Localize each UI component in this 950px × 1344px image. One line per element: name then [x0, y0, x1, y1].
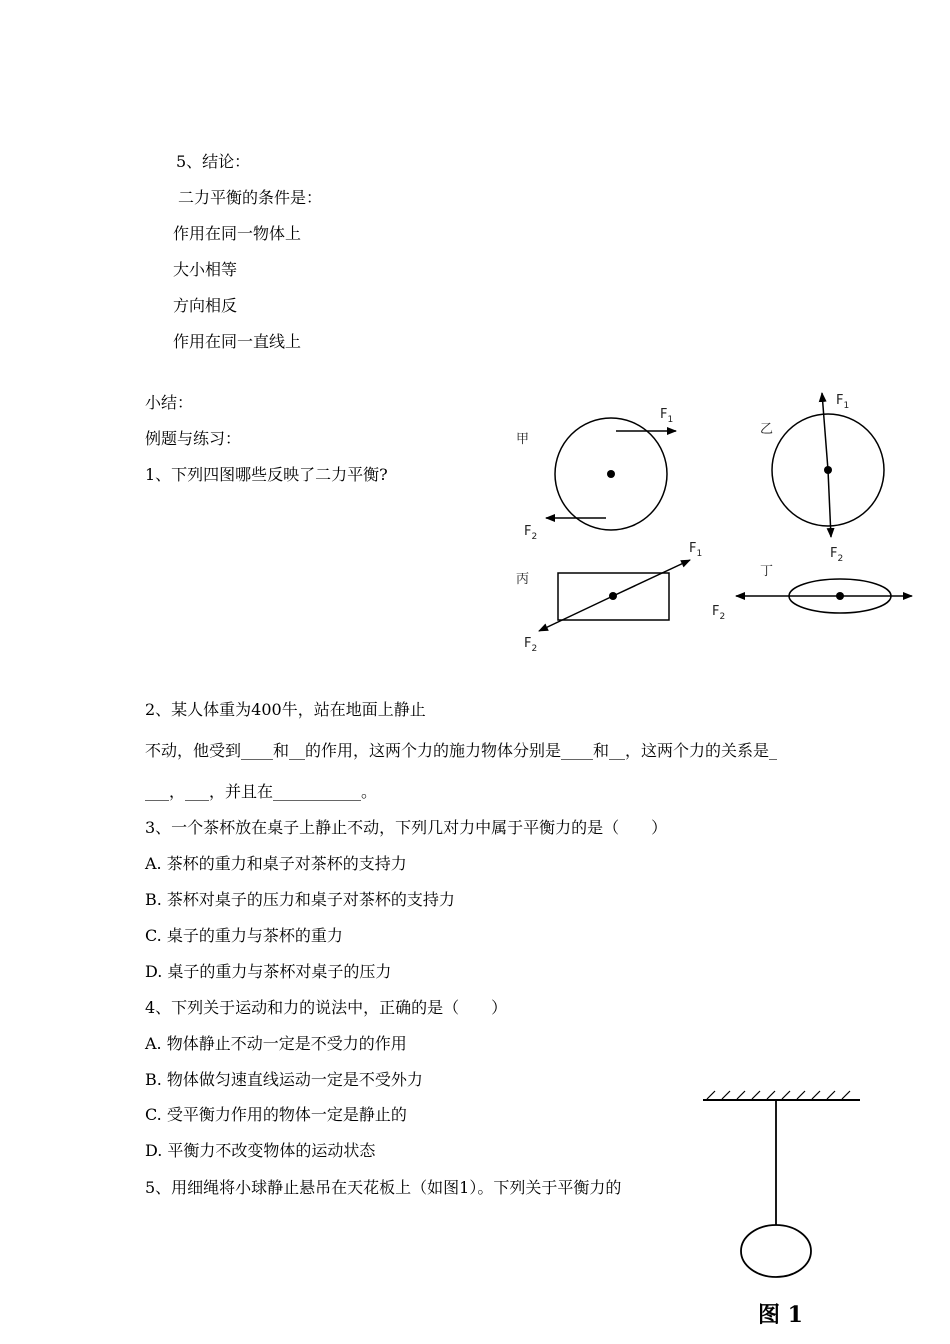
- q4-option-d: D. 平衡力不改变物体的运动状态: [145, 1141, 376, 1160]
- label-jia: 甲: [516, 432, 530, 447]
- point-jia: [607, 470, 615, 478]
- conclusion-heading: 5、结论：: [176, 152, 251, 171]
- arrow-f2-bing: [539, 596, 613, 631]
- question-4-stem: 4、下列关于运动和力的说法中，正确的是（ ）: [145, 998, 508, 1017]
- condition-item: 作用在同一直线上: [173, 332, 302, 351]
- condition-item: 大小相等: [173, 260, 238, 279]
- condition-item: 方向相反: [173, 296, 238, 315]
- q3-option-b: B. 茶杯对桌子的压力和桌子对茶杯的支持力: [145, 890, 455, 909]
- arrow-f2-yi: [828, 470, 831, 537]
- examples-label: 例题与练习：: [145, 429, 242, 448]
- label-f2-ding: $F_2$: [712, 604, 726, 622]
- q4-option-b: B. 物体做匀速直线运动一定是不受外力: [145, 1070, 423, 1089]
- label-yi: 乙: [760, 422, 774, 437]
- question-2-line3: ___，___，并且在___________。: [145, 782, 378, 801]
- q4-option-a: A. 物体静止不动一定是不受力的作用: [145, 1034, 407, 1053]
- label-f1-bing: $F_1$: [689, 541, 703, 559]
- q4-option-c: C. 受平衡力作用的物体一定是静止的: [145, 1105, 407, 1124]
- arrow-f1-bing: [613, 560, 690, 596]
- label-f2-jia: $F_2$: [524, 524, 538, 542]
- ball: [741, 1225, 811, 1277]
- ceiling-hatch: [707, 1091, 850, 1099]
- figure-1-pendulum: [695, 1085, 870, 1285]
- question-1: 1、下列四图哪些反映了二力平衡?: [145, 465, 388, 484]
- force-diagrams: [500, 385, 940, 660]
- question-2-line2: 不动，他受到____和__的作用，这两个力的施力物体分别是____和__，这两个力的关系是_: [145, 741, 778, 760]
- summary-label: 小结：: [145, 393, 194, 412]
- label-f1-jia: $F_1$: [660, 407, 674, 425]
- q3-option-a: A. 茶杯的重力和桌子对茶杯的支持力: [145, 854, 407, 873]
- arrow-f1-yi: [822, 393, 828, 470]
- q3-option-d: D. 桌子的重力与茶杯对桌子的压力: [145, 962, 392, 981]
- figure-1-caption: 图 1: [758, 1302, 803, 1328]
- conclusion-intro: 二力平衡的条件是：: [178, 188, 323, 207]
- label-f1-yi: $F_1$: [836, 393, 850, 411]
- label-bing: 丙: [516, 572, 530, 587]
- question-2-line1: 2、某人体重为400牛，站在地面上静止: [145, 700, 426, 719]
- q3-option-c: C. 桌子的重力与茶杯的重力: [145, 926, 343, 945]
- label-f2-bing: $F_2$: [524, 636, 538, 654]
- label-f2-yi: $F_2$: [830, 546, 844, 564]
- label-ding: 丁: [760, 564, 774, 579]
- condition-item: 作用在同一物体上: [173, 224, 302, 243]
- question-3-stem: 3、一个茶杯放在桌子上静止不动，下列几对力中属于平衡力的是（ ）: [145, 818, 668, 837]
- question-5-stem: 5、用细绳将小球静止悬吊在天花板上（如图1）。下列关于平衡力的: [145, 1178, 622, 1197]
